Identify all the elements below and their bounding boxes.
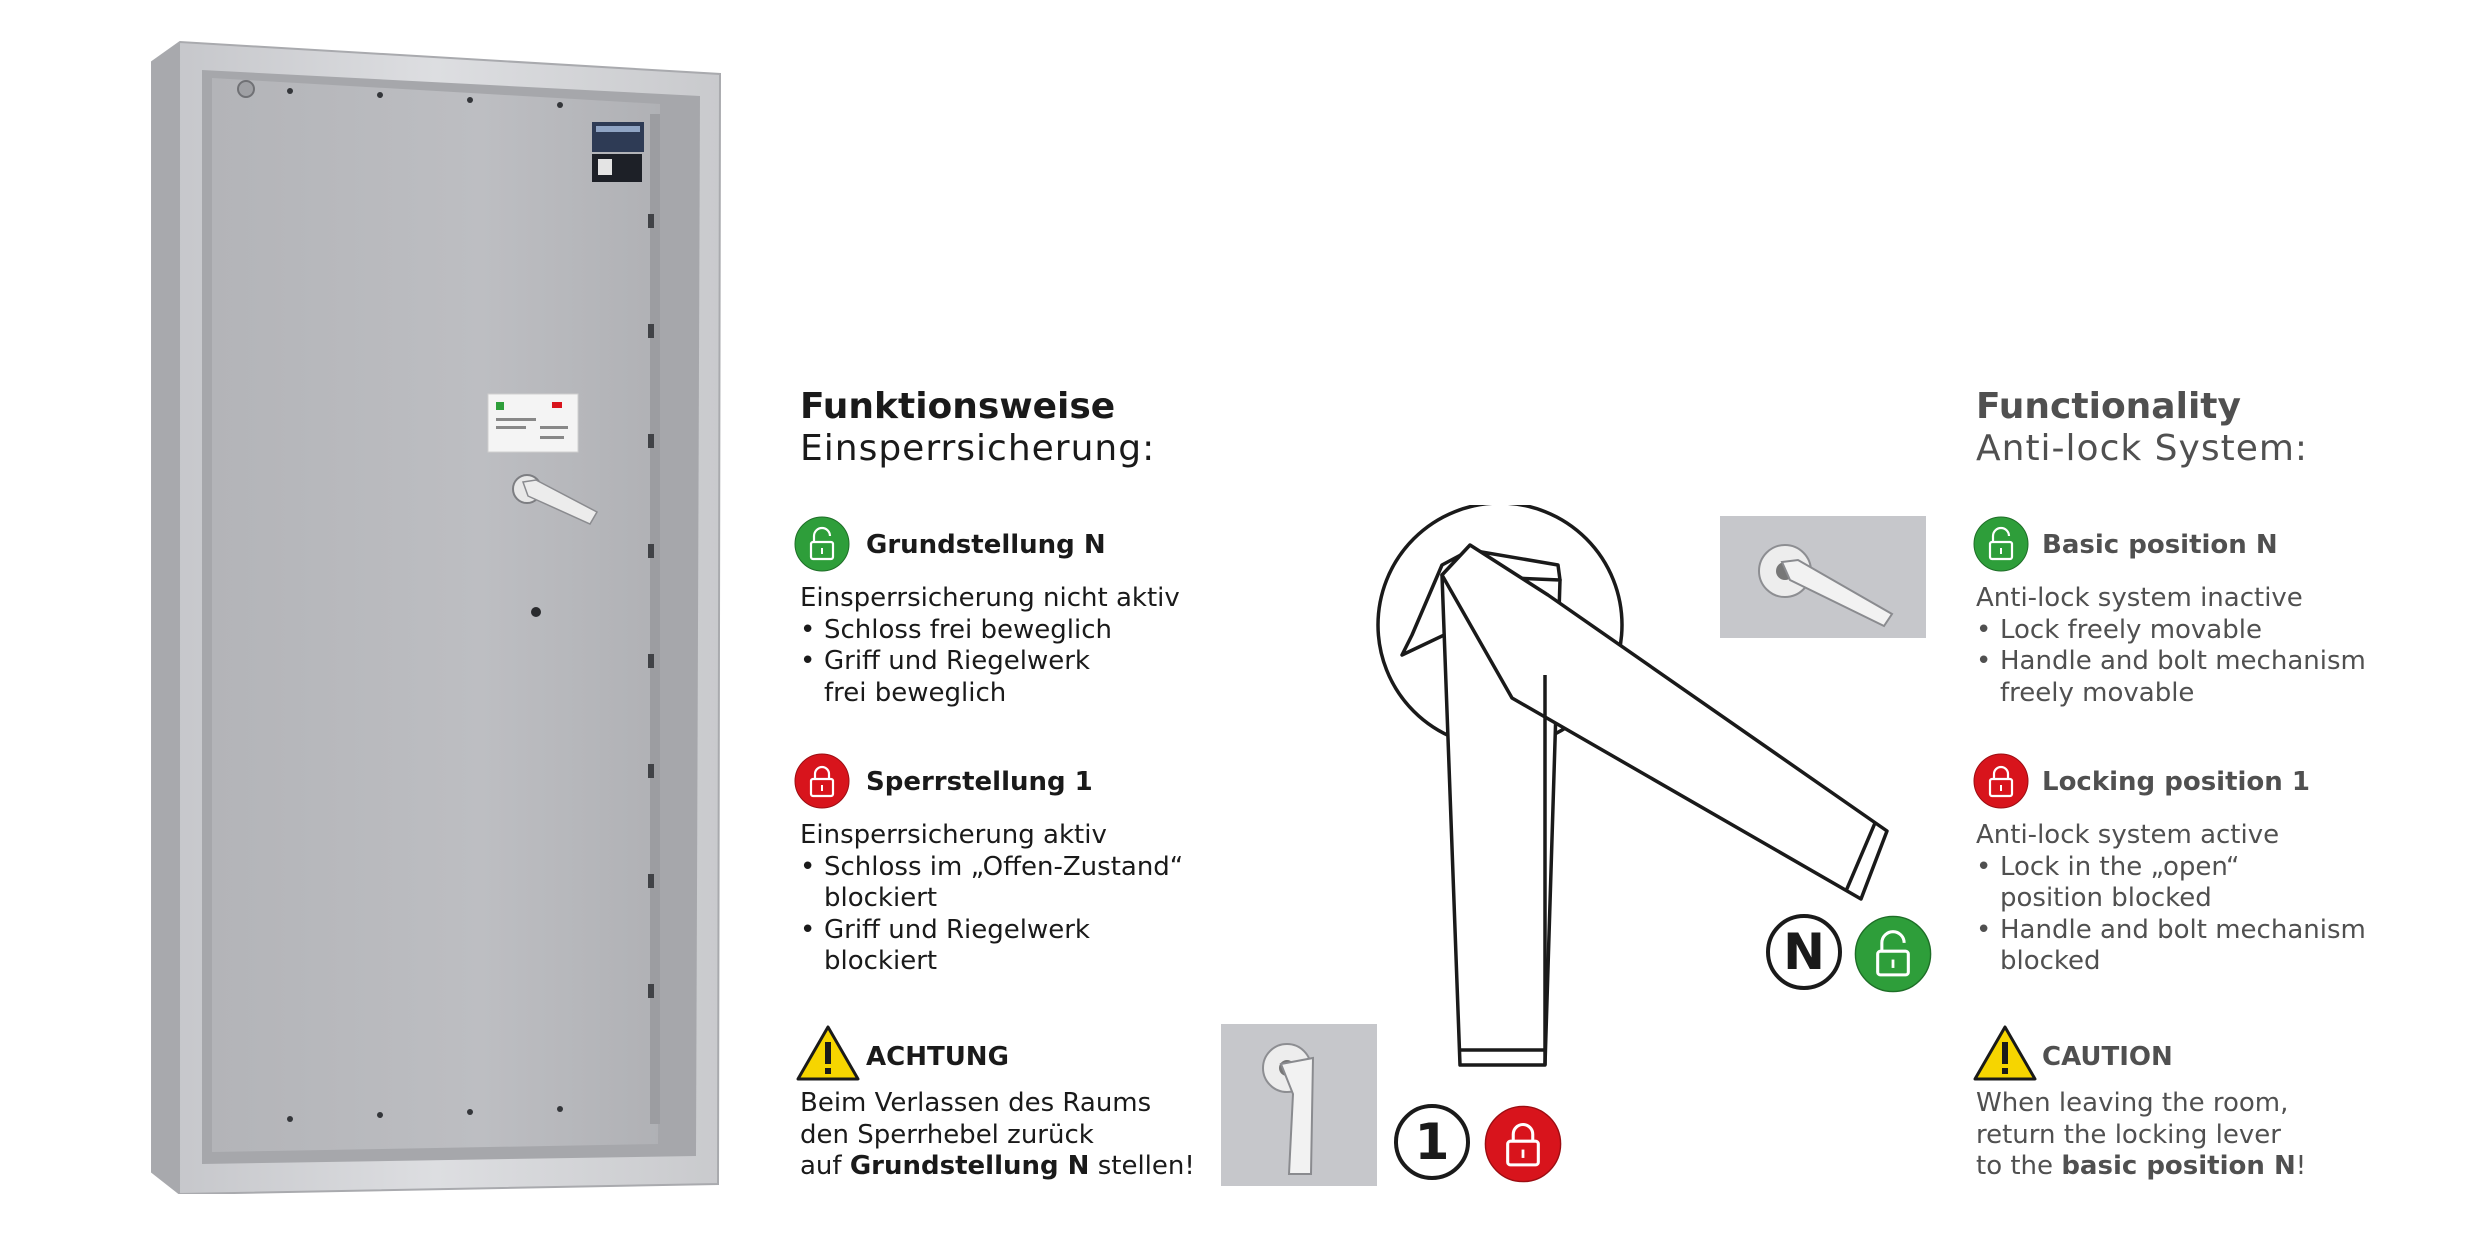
padlock-open-icon bbox=[1854, 915, 1932, 993]
padlock-closed-icon bbox=[1973, 753, 2029, 809]
warning-triangle-icon bbox=[1973, 1024, 2037, 1082]
unlocked-badge-de bbox=[794, 516, 850, 572]
german-heading: Funktionsweise bbox=[800, 386, 1116, 427]
english-locking-title: Locking position 1 bbox=[2042, 767, 2310, 797]
english-basic-text: Anti-lock system inactive • Lock freely movable • Handle and bolt mechanism freely movable bbox=[1976, 583, 2366, 709]
unlocked-badge-diagram bbox=[1854, 915, 1932, 993]
german-basic-text: Einsperrsicherung nicht aktiv • Schloss frei beweglich • Griff und Riegelwerk frei beweglich bbox=[800, 583, 1180, 709]
padlock-closed-icon bbox=[1484, 1105, 1562, 1183]
padlock-open-icon bbox=[794, 516, 850, 572]
english-heading: Functionality bbox=[1976, 386, 2241, 427]
german-caution-title: ACHTUNG bbox=[866, 1042, 1009, 1072]
position-1-label: 1 bbox=[1394, 1104, 1470, 1180]
german-locking-text: Einsperrsicherung aktiv • Schloss im „Offen-Zustand“ blockiert • Griff und Riegelwerk blockiert bbox=[800, 820, 1183, 978]
german-subheading: Einsperrsicherung: bbox=[800, 428, 1156, 469]
english-subheading: Anti-lock System: bbox=[1976, 428, 2309, 469]
warning-triangle-icon bbox=[796, 1024, 860, 1082]
locked-badge-diagram bbox=[1484, 1105, 1562, 1183]
handle-photo-basic bbox=[1720, 516, 1926, 638]
padlock-closed-icon bbox=[794, 753, 850, 809]
padlock-open-icon bbox=[1973, 516, 2029, 572]
german-column bbox=[800, 386, 1220, 470]
english-basic-title: Basic position N bbox=[2042, 530, 2278, 560]
unlocked-badge-en bbox=[1973, 516, 2029, 572]
english-caution-title: CAUTION bbox=[2042, 1042, 2173, 1072]
german-caution-text: Beim Verlassen des Raums den Sperrhebel zurück auf Grundstellung N stellen! bbox=[800, 1088, 1195, 1181]
position-n-label: N bbox=[1766, 914, 1842, 990]
german-basic-title: Grundstellung N bbox=[866, 530, 1106, 560]
german-locking-title: Sperrstellung 1 bbox=[866, 767, 1093, 797]
english-column bbox=[1976, 386, 2396, 470]
door-illustration bbox=[140, 34, 730, 1194]
locked-badge-de bbox=[794, 753, 850, 809]
locked-badge-en bbox=[1973, 753, 2029, 809]
handle-photo-locking bbox=[1221, 1024, 1377, 1186]
english-caution-text: When leaving the room, return the locking lever to the basic position N! bbox=[1976, 1088, 2307, 1181]
english-locking-text: Anti-lock system active • Lock in the „open“ position blocked • Handle and bolt mechanism blocked bbox=[1976, 820, 2366, 978]
